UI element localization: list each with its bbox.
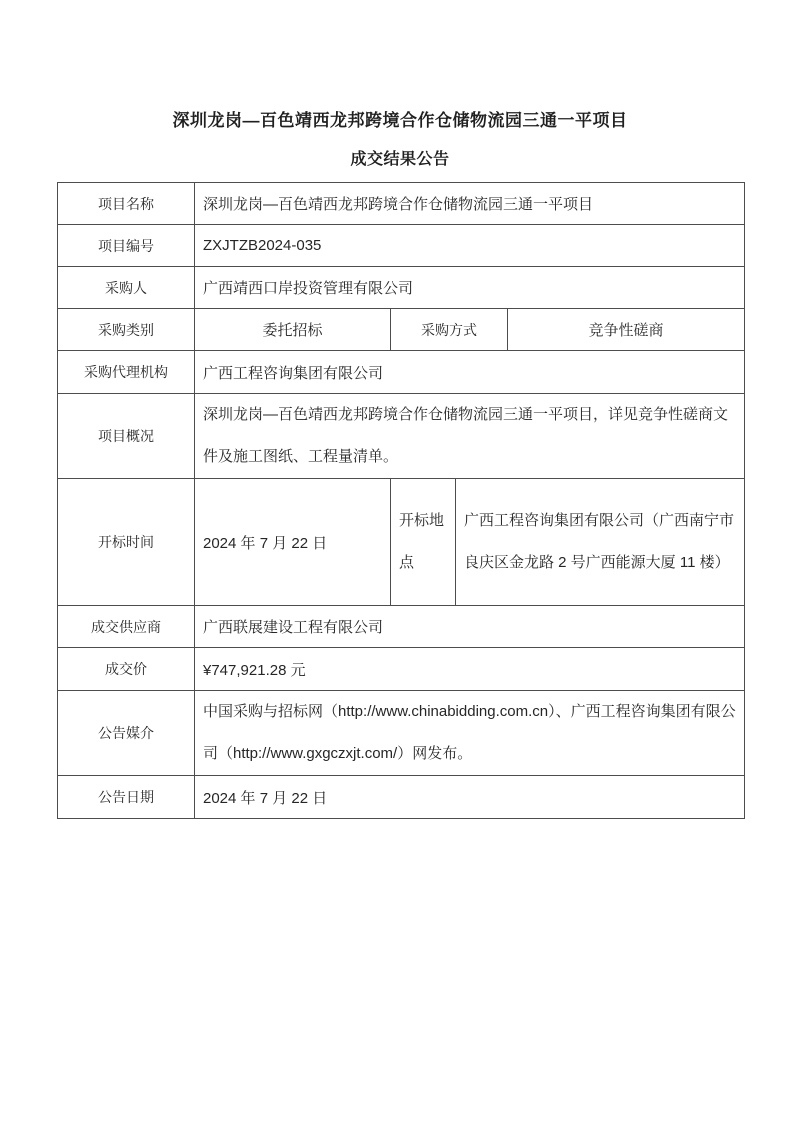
bid-opening-time-label: 开标时间 bbox=[98, 534, 154, 550]
procurement-method-label: 采购方式 bbox=[390, 309, 507, 350]
transaction-price-value: ¥747,921.28 元 bbox=[194, 648, 744, 690]
procurement-category-value: 委托招标 bbox=[194, 309, 390, 350]
project-name-label: 项目名称 bbox=[98, 195, 154, 212]
table-row-project-overview bbox=[58, 394, 744, 479]
transaction-price-label: 成交价 bbox=[105, 661, 147, 677]
procurement-agency-value: 广西工程咨询集团有限公司 bbox=[194, 351, 744, 393]
table-row-procurement-agency bbox=[58, 351, 744, 394]
bid-opening-time-value: 2024 年 7 月 22 日 bbox=[194, 479, 390, 605]
project-number-label: 项目编号 bbox=[98, 237, 154, 254]
project-name-value: 深圳龙岗—百色靖西龙邦跨境合作仓储物流园三通一平项目 bbox=[194, 183, 744, 224]
table-row-winning-supplier bbox=[58, 606, 744, 648]
winning-supplier-value: 广西联展建设工程有限公司 bbox=[194, 606, 744, 647]
announcement-media-label: 公告媒介 bbox=[98, 725, 154, 741]
bid-opening-place-label: 开标地点 bbox=[390, 479, 455, 605]
result-announcement-table bbox=[57, 182, 745, 819]
table-row-bid-opening bbox=[58, 479, 744, 606]
table-row-project-number bbox=[58, 225, 744, 267]
table-row-procurement-category bbox=[58, 309, 744, 351]
project-overview-value: 深圳龙岗—百色靖西龙邦跨境合作仓储物流园三通一平项目，详见竞争性磋商文件及施工图纸、工程量清单。 bbox=[194, 394, 744, 478]
winning-supplier-label: 成交供应商 bbox=[91, 618, 161, 635]
procurement-method-value: 竞争性磋商 bbox=[507, 309, 744, 350]
document-title: 深圳龙岗—百色靖西龙邦跨境合作仓储物流园三通一平项目 bbox=[172, 111, 628, 130]
project-overview-label: 项目概况 bbox=[98, 428, 154, 444]
table-row-transaction-price bbox=[58, 648, 744, 691]
bid-opening-place-value: 广西工程咨询集团有限公司（广西南宁市良庆区金龙路 2 号广西能源大厦 11 楼） bbox=[455, 479, 744, 605]
table-row-project-name bbox=[58, 183, 744, 225]
procurement-agency-label: 采购代理机构 bbox=[84, 364, 168, 380]
table-row-announcement-date bbox=[58, 776, 744, 818]
announcement-date-label: 公告日期 bbox=[98, 789, 154, 805]
announcement-media-value: 中国采购与招标网（http://www.chinabidding.com.cn）、广西工程咨询集团有限公司（http://www.gxgczxjt.com/）网发布。 bbox=[194, 691, 744, 775]
announcement-date-value: 2024 年 7 月 22 日 bbox=[194, 776, 744, 818]
document-subtitle: 成交结果公告 bbox=[350, 151, 450, 168]
procurement-category-label: 采购类别 bbox=[98, 321, 154, 338]
purchaser-label: 采购人 bbox=[105, 279, 147, 296]
purchaser-value: 广西靖西口岸投资管理有限公司 bbox=[194, 267, 744, 308]
project-number-value: ZXJTZB2024-035 bbox=[194, 225, 744, 266]
table-row-purchaser bbox=[58, 267, 744, 309]
table-row-announcement-media bbox=[58, 691, 744, 776]
